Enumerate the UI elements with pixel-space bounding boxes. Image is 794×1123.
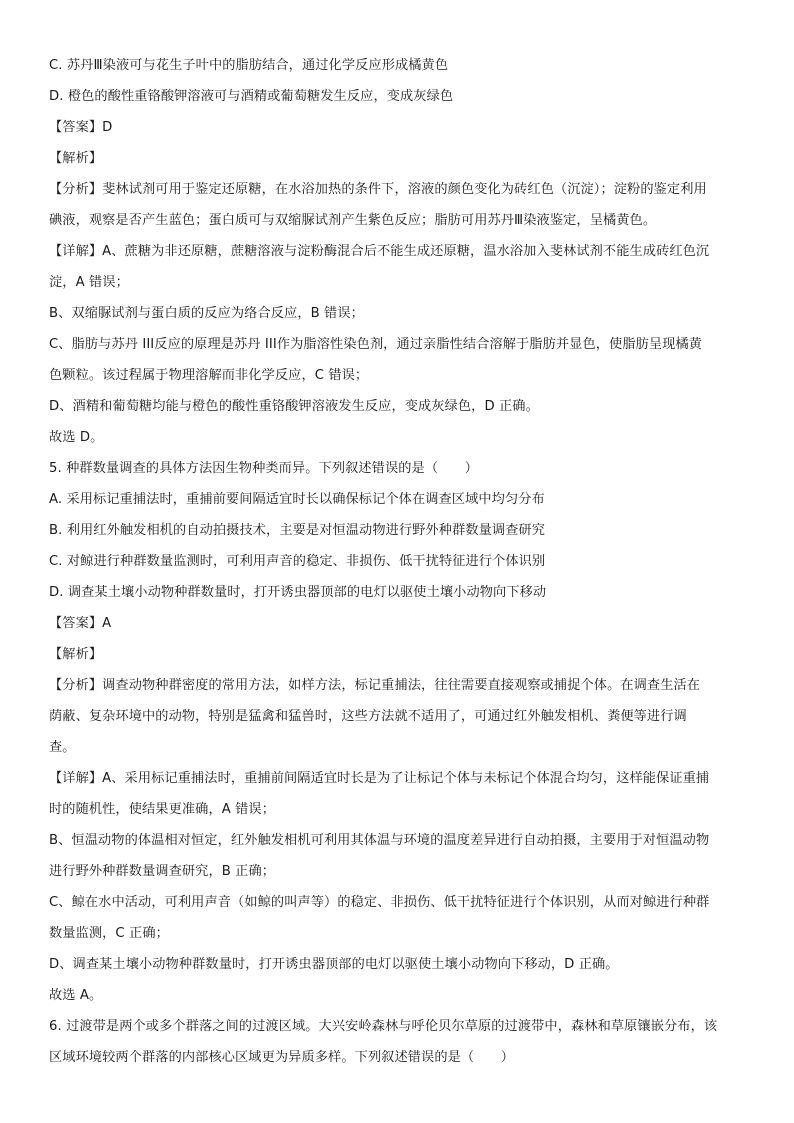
detail-text: C、脂肪与苏丹 III反应的原理是苏丹 III作为脂溶性染色剂，通过亲脂性结合溶解于脂肪并显色，使脂肪呈现橘黄 (49, 337, 703, 352)
analysis-text: 荫蔽、复杂环境中的动物，特别是猛禽和猛兽时，这些方法就不适用了，可通过红外触发相机、粪便等进行调 (49, 709, 687, 724)
conclusion-line: 故选 D。 (49, 430, 104, 445)
analysis-text: 查。 (49, 740, 76, 755)
detail-text: 色颗粒。该过程属于物理溶解而非化学反应，C 错误； (49, 368, 369, 383)
detail-text: 进行野外种群数量调查研究，B 正确； (49, 864, 276, 879)
detail-text: 数量监测，C 正确； (49, 926, 169, 941)
analysis-heading: 【解析】 (49, 151, 103, 166)
detail-text: C、鲸在水中活动，可利用声音（如鲸的叫声等）的稳定、非损伤、低干扰特征进行个体识别，从而对鲸进行种群 (49, 895, 710, 910)
detail-text: B、双缩脲试剂与蛋白质的反应为络合反应，B 错误； (49, 306, 364, 321)
detail-text: 淀，A 错误； (49, 275, 129, 290)
answer-line: 【答案】A (49, 616, 112, 631)
analysis-text: 【分析】斐林试剂可用于鉴定还原糖，在水浴加热的条件下，溶液的颜色变化为砖红色（沉淀）；淀粉的鉴定利用 (49, 182, 707, 197)
detail-text: 【详解】A、采用标记重捕法时，重捕前间隔适宜时长是为了让标记个体与未标记个体混合均匀，这样能保证重捕 (49, 771, 710, 786)
detail-text: 【详解】A、蔗糖为非还原糖，蔗糖溶液与淀粉酶混合后不能生成还原糖，温水浴加入斐林试剂不能生成砖红色沉 (49, 244, 710, 259)
question-5-option-c: C. 对鲸进行种群数量监测时，可利用声音的稳定、非损伤、低干扰特征进行个体识别 (49, 554, 546, 569)
detail-text: D、调查某土壤小动物种群数量时，打开诱虫器顶部的电灯以驱使土壤小动物向下移动，D 正确。 (49, 957, 619, 972)
analysis-heading: 【解析】 (49, 647, 103, 662)
detail-text: 时的随机性，使结果更准确，A 错误； (49, 802, 276, 817)
document-page (49, 50, 749, 1073)
detail-text: D、酒精和葡萄糖均能与橙色的酸性重铬酸钾溶液发生反应，变成灰绿色，D 正确。 (49, 399, 539, 414)
analysis-text: 碘液，观察是否产生蓝色；蛋白质可与双缩脲试剂产生紫色反应；脂肪可用苏丹Ⅲ染液鉴定，呈橘黄色。 (49, 213, 657, 228)
question-6-stem: 区域环境较两个群落的内部核心区域更为异质多样。下列叙述错误的是（ ） (49, 1050, 515, 1065)
option-d-line: D. 橙色的酸性重铬酸钾溶液可与酒精或葡萄糖发生反应，变成灰绿色 (49, 89, 454, 104)
question-5-option-a: A. 采用标记重捕法时，重捕前要间隔适宜时长以确保标记个体在调查区域中均匀分布 (49, 492, 545, 507)
option-c-line: C. 苏丹Ⅲ染液可与花生子叶中的脂肪结合，通过化学反应形成橘黄色 (49, 58, 449, 73)
question-5-option-d: D. 调查某土壤小动物种群数量时，打开诱虫器顶部的电灯以驱使土壤小动物向下移动 (49, 585, 547, 600)
answer-line: 【答案】D (49, 120, 113, 135)
question-5-stem: 5. 种群数量调查的具体方法因生物种类而异。下列叙述错误的是（ ） (49, 461, 478, 476)
question-5-option-b: B. 利用红外触发相机的自动拍摄技术，主要是对恒温动物进行野外种群数量调查研究 (49, 523, 546, 538)
question-6-stem: 6. 过渡带是两个或多个群落之间的过渡区域。大兴安岭森林与呼伦贝尔草原的过渡带中，森林和草原镶嵌分布，该 (49, 1019, 718, 1034)
conclusion-line: 故选 A。 (49, 988, 103, 1003)
analysis-text: 【分析】调查动物种群密度的常用方法，如样方法，标记重捕法，往往需要直接观察或捕捉个体。在调查生活在 (49, 678, 701, 693)
detail-text: B、恒温动物的体温相对恒定，红外触发相机可利用其体温与环境的温度差异进行自动拍摄，主要用于对恒温动物 (49, 833, 710, 848)
